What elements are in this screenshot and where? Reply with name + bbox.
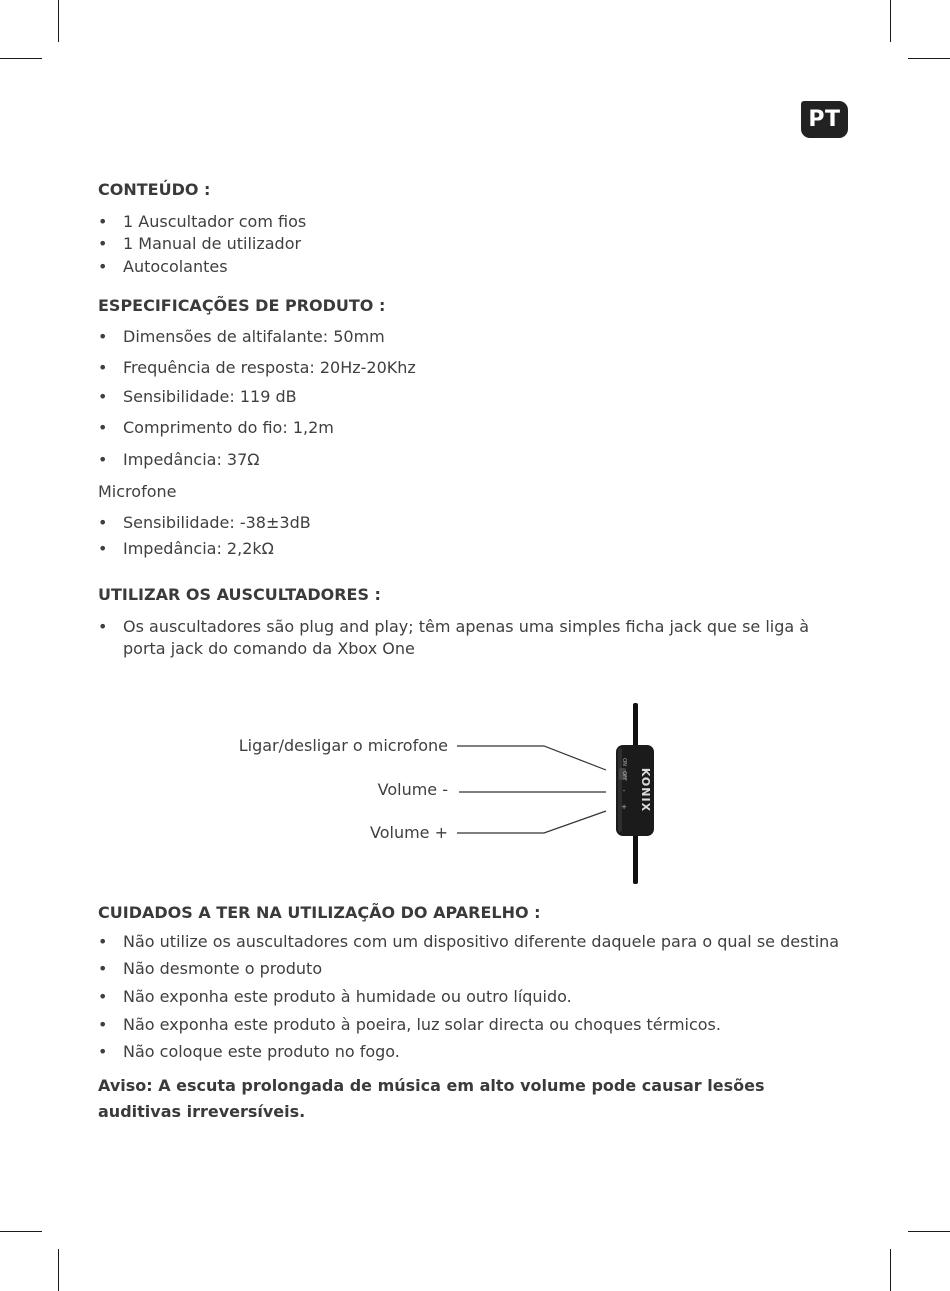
- volume-up-callout: Volume +: [370, 823, 448, 842]
- volume-up-leader-line: [457, 811, 606, 833]
- microphone-label: Microfone: [98, 482, 177, 501]
- specs-heading: ESPECIFICAÇÕES DE PRODUTO :: [98, 296, 386, 315]
- switch-on-label: ON: [621, 758, 627, 766]
- contents-heading: CONTEÚDO :: [98, 180, 211, 199]
- crop-mark: [908, 58, 950, 59]
- crop-mark: [58, 1249, 59, 1291]
- usage-heading: UTILIZAR OS AUSCULTADORES :: [98, 585, 381, 604]
- switch-off-label: OFF: [621, 771, 627, 781]
- mic-toggle-callout: Ligar/desligar o microfone: [238, 736, 448, 755]
- care-heading: CUIDADOS A TER NA UTILIZAÇÃO DO APARELHO :: [98, 903, 541, 922]
- inline-remote-diagram: [440, 700, 670, 890]
- crop-mark: [0, 1231, 42, 1232]
- hearing-warning: Aviso: A escuta prolongada de música em alto volume pode causar lesões auditivas irreversíveis.: [98, 1076, 765, 1121]
- volume-minus-label: -: [622, 787, 626, 795]
- crop-mark: [58, 0, 59, 42]
- crop-mark: [908, 1231, 950, 1232]
- brand-logo: KONIX: [639, 767, 652, 813]
- crop-mark: [0, 58, 42, 59]
- crop-mark: [890, 1249, 891, 1291]
- cable-top: [633, 703, 638, 748]
- volume-plus-label: +: [621, 803, 627, 811]
- mic-toggle-leader-line: [457, 746, 606, 770]
- crop-mark: [890, 0, 891, 42]
- volume-down-callout: Volume -: [377, 780, 448, 799]
- language-badge: PT: [801, 101, 848, 138]
- cable-bottom: [633, 834, 638, 884]
